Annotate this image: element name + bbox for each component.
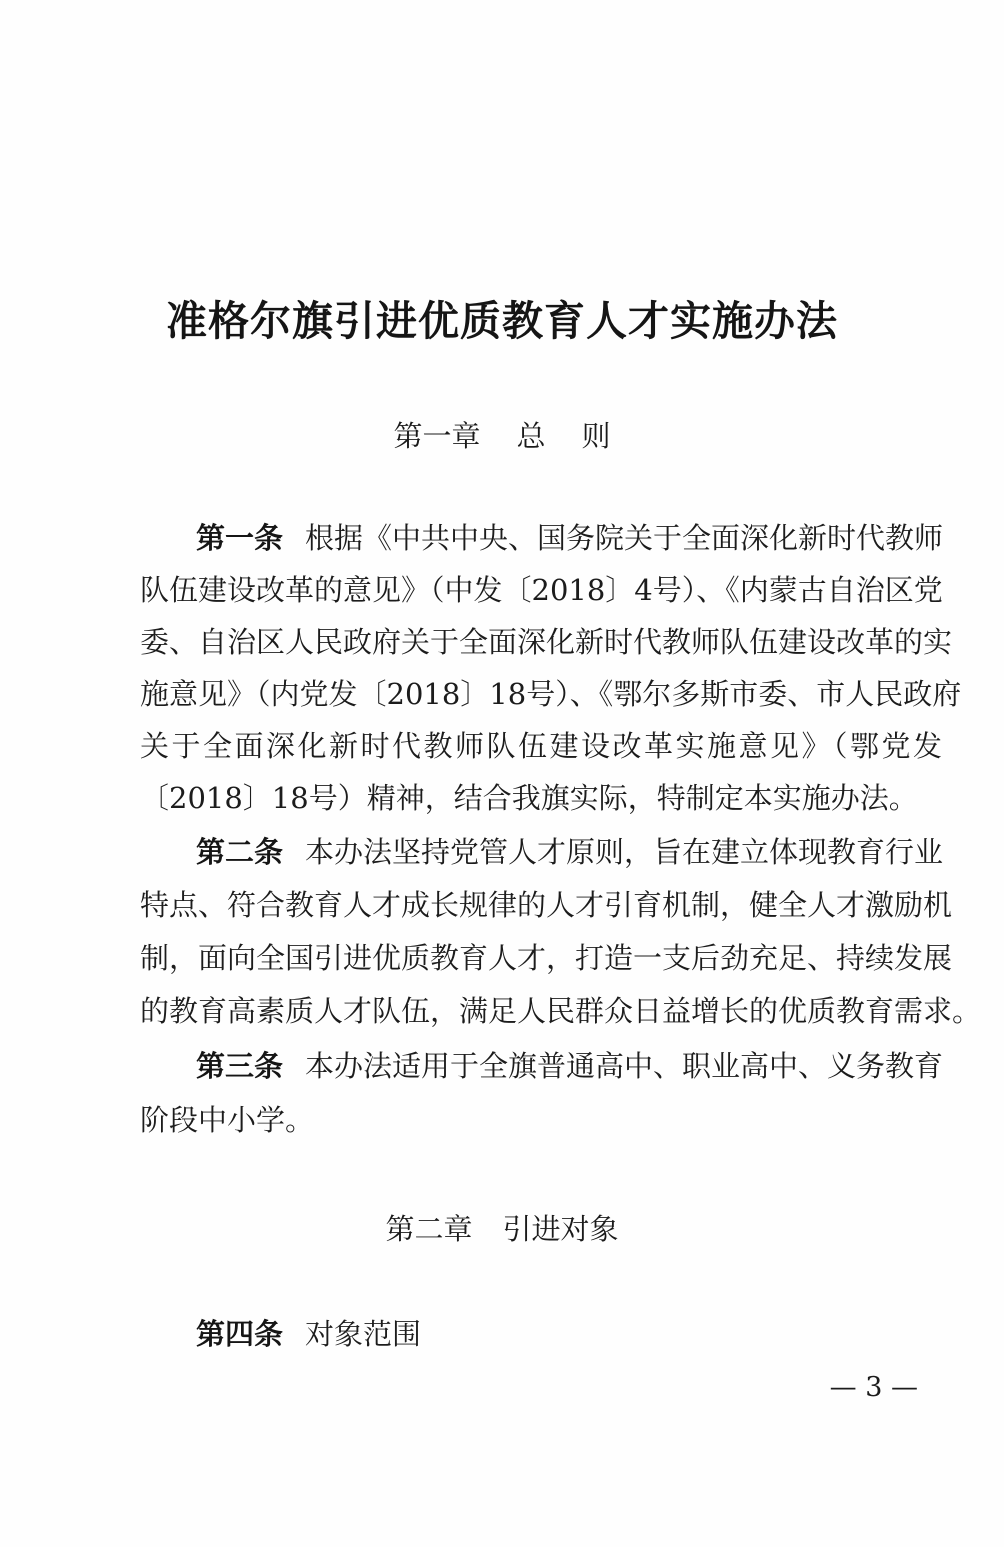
- article-label: 第一条: [196, 521, 284, 555]
- article-line: 关于全面深化新时代教师队伍建设改革实施意见》（鄂党发: [140, 729, 942, 763]
- article-line: 队伍建设改革的意见》（中发〔2018〕4号）、《内蒙古自治区党: [140, 573, 943, 607]
- page-number: — 3 —: [829, 1372, 918, 1403]
- chapter-number: 第二章: [385, 1212, 473, 1246]
- article-line: [196, 1308, 942, 1360]
- chapter-heading-2: [0, 1207, 1004, 1248]
- article-text: 根据《中共中央、国务院关于全面深化新时代教师: [305, 521, 944, 555]
- article-line: [196, 1040, 942, 1092]
- chapter-heading-1: [0, 414, 1004, 455]
- article-label: 第四条: [196, 1317, 284, 1351]
- article-line: 制，面向全国引进优质教育人才，打造一支后劲充足、持续发展: [140, 941, 953, 975]
- article-line: 施意见》（内党发〔2018〕18号）、《鄂尔多斯市委、市人民政府: [140, 677, 962, 711]
- chapter-title-part: 则: [581, 419, 611, 453]
- article-line: [196, 826, 942, 878]
- document-title: 准格尔旗引进优质教育人才实施办法: [166, 297, 838, 345]
- article-text: 本办法坚持党管人才原则，旨在建立体现教育行业: [305, 835, 944, 869]
- chapter-title-part: 总: [516, 419, 546, 453]
- article-label: 第三条: [196, 1049, 284, 1083]
- article-line: [196, 512, 942, 564]
- article-line: 阶段中小学。: [140, 1103, 315, 1137]
- article-line: 〔2018〕18号）精神，结合我旗实际，特制定本实施办法。: [140, 781, 918, 815]
- article-line: 委、自治区人民政府关于全面深化新时代教师队伍建设改革的实: [140, 625, 953, 659]
- article-label: 第二条: [196, 835, 284, 869]
- article-text: 本办法适用于全旗普通高中、职业高中、义务教育: [305, 1049, 944, 1083]
- article-text: 对象范围: [305, 1317, 422, 1351]
- article-line: 特点、符合教育人才成长规律的人才引育机制，健全人才激励机: [140, 888, 953, 922]
- chapter-title: 引进对象: [502, 1212, 619, 1246]
- chapter-number: 第一章: [393, 419, 481, 453]
- article-line: 的教育高素质人才队伍，满足人民群众日益增长的优质教育需求。: [140, 994, 982, 1028]
